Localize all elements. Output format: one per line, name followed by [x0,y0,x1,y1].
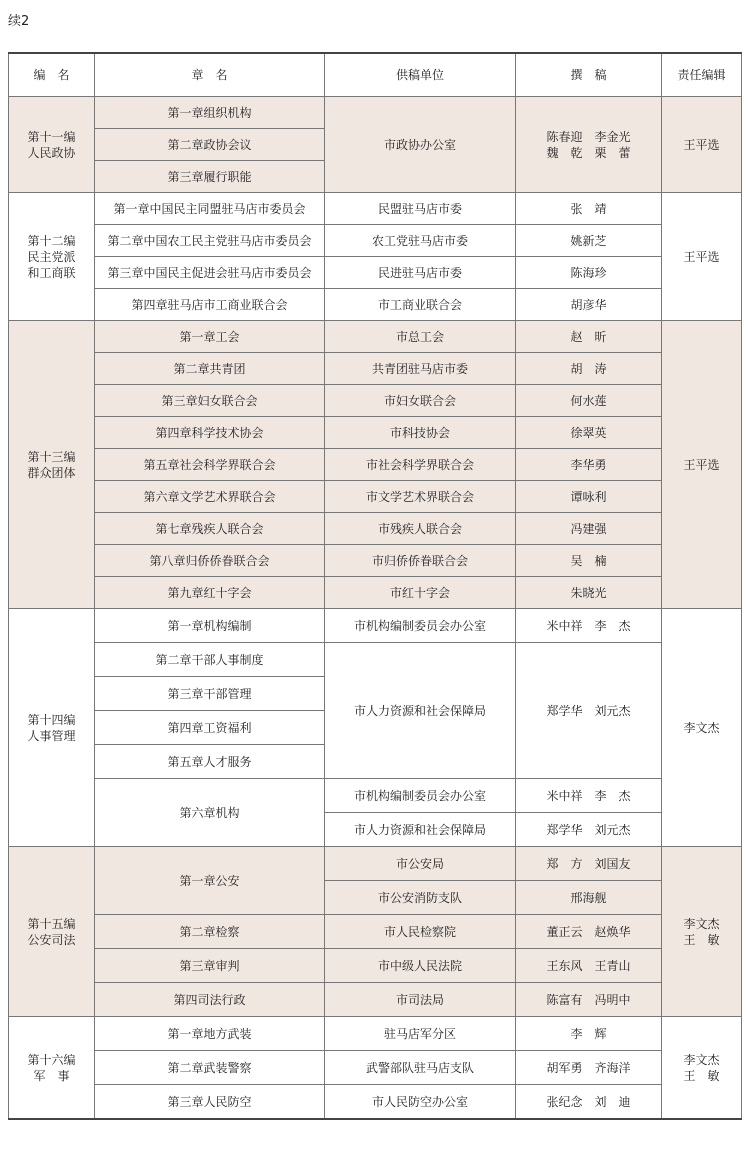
writer-cell: 郑学华 刘元杰 [516,643,662,779]
header-row [9,53,742,97]
chapter-cell: 第一章地方武装 [95,1017,325,1051]
writer-cell: 郑学华 刘元杰 [516,813,662,847]
writer-cell: 徐翠英 [516,417,662,449]
unit-cell: 市科技协会 [325,417,516,449]
chapter-cell: 第三章履行职能 [95,161,325,193]
chapter-cell: 第二章武装警察 [95,1051,325,1085]
chapter-cell: 第三章中国民主促进会驻马店市委员会 [95,257,325,289]
editor-cell: 王平选 [662,321,742,609]
chapter-cell: 第一章公安 [95,847,325,915]
unit-cell: 市司法局 [325,983,516,1017]
unit-cell: 市文学艺术界联合会 [325,481,516,513]
unit-cell: 市总工会 [325,321,516,353]
writer-cell: 陈海珍 [516,257,662,289]
chapter-cell: 第二章政协会议 [95,129,325,161]
writer-cell: 陈富有 冯明中 [516,983,662,1017]
unit-cell: 市机构编制委员会办公室 [325,779,516,813]
chapter-cell: 第二章检察 [95,915,325,949]
chapter-cell: 第一章组织机构 [95,97,325,129]
writer-cell: 郑 方 刘国友 [516,847,662,881]
unit-cell: 武警部队驻马店支队 [325,1051,516,1085]
header-editor: 责任编辑 [662,53,742,97]
writer-cell: 吴 楠 [516,545,662,577]
table-row [9,983,742,1017]
table-row [9,779,742,813]
writer-cell: 赵 昕 [516,321,662,353]
writer-cell: 李 辉 [516,1017,662,1051]
writer-cell: 张 靖 [516,193,662,225]
unit-cell: 市公安消防支队 [325,881,516,915]
section-name: 第十三编 群众团体 [9,321,95,609]
table-caption: 续2 [8,14,30,29]
table-row [9,1085,742,1120]
chapter-cell: 第四章驻马店市工商业联合会 [95,289,325,321]
chapter-cell: 第八章归侨侨眷联合会 [95,545,325,577]
unit-cell: 农工党驻马店市委 [325,225,516,257]
chapter-cell: 第五章人才服务 [95,745,325,779]
unit-cell: 民盟驻马店市委 [325,193,516,225]
table-row [9,193,742,225]
editor-cell: 王平选 [662,97,742,193]
writer-cell: 李华勇 [516,449,662,481]
chapter-cell: 第二章中国农工民主党驻马店市委员会 [95,225,325,257]
editor-cell: 李文杰 [662,609,742,847]
writer-cell: 张纪念 刘 迪 [516,1085,662,1120]
writer-cell: 董正云 赵焕华 [516,915,662,949]
chapter-cell: 第四章工资福利 [95,711,325,745]
unit-cell: 市妇女联合会 [325,385,516,417]
unit-cell: 民进驻马店市委 [325,257,516,289]
writer-cell: 胡彦华 [516,289,662,321]
writer-cell: 王东风 王青山 [516,949,662,983]
section-name: 第十二编 民主党派 和工商联 [9,193,95,321]
chapter-cell: 第七章残疾人联合会 [95,513,325,545]
chapter-cell: 第二章干部人事制度 [95,643,325,677]
unit-cell: 市人力资源和社会保障局 [325,813,516,847]
writer-cell: 邢海舰 [516,881,662,915]
section-name: 第十五编 公安司法 [9,847,95,1017]
unit-cell: 共青团驻马店市委 [325,353,516,385]
header-writer: 撰 稿 [516,53,662,97]
table-row [9,513,742,545]
header-section: 编 名 [9,53,95,97]
writer-cell: 冯建强 [516,513,662,545]
table-row [9,321,742,353]
unit-cell: 市人力资源和社会保障局 [325,643,516,779]
chapter-cell: 第四章科学技术协会 [95,417,325,449]
writer-cell: 何水莲 [516,385,662,417]
unit-cell: 市红十字会 [325,577,516,609]
table-row [9,385,742,417]
table-row [9,449,742,481]
editor-cell: 王平选 [662,193,742,321]
table-row [9,915,742,949]
chapter-cell: 第三章审判 [95,949,325,983]
writer-cell: 谭咏利 [516,481,662,513]
table-row [9,545,742,577]
chapter-cell: 第五章社会科学界联合会 [95,449,325,481]
table-row [9,257,742,289]
table-row [9,1017,742,1051]
table-row [9,847,742,881]
table-row [9,417,742,449]
unit-cell: 市工商业联合会 [325,289,516,321]
table-row [9,609,742,643]
chapter-cell: 第六章文学艺术界联合会 [95,481,325,513]
unit-cell: 市残疾人联合会 [325,513,516,545]
table-row [9,481,742,513]
editor-cell: 李文杰 王 敏 [662,847,742,1017]
table-row [9,577,742,609]
unit-cell: 市人民防空办公室 [325,1085,516,1120]
section-name: 第十六编 军 事 [9,1017,95,1120]
chapter-cell: 第六章机构 [95,779,325,847]
writer-cell: 胡军勇 齐海洋 [516,1051,662,1085]
chapter-cell: 第三章干部管理 [95,677,325,711]
table-row [9,949,742,983]
writer-cell: 米中祥 李 杰 [516,779,662,813]
writer-cell: 陈春迎 李金光 魏 乾 栗 蕾 [516,97,662,193]
chapter-cell: 第一章工会 [95,321,325,353]
table-row [9,97,742,129]
writer-cell: 米中祥 李 杰 [516,609,662,643]
writer-cell: 朱晓光 [516,577,662,609]
editor-cell: 李文杰 王 敏 [662,1017,742,1120]
table-row [9,643,742,677]
writer-cell: 胡 涛 [516,353,662,385]
section-name: 第十一编 人民政协 [9,97,95,193]
unit-cell: 市人民检察院 [325,915,516,949]
chapter-cell: 第三章妇女联合会 [95,385,325,417]
header-unit: 供稿单位 [325,53,516,97]
chapter-cell: 第二章共青团 [95,353,325,385]
unit-cell: 市政协办公室 [325,97,516,193]
table-row [9,289,742,321]
unit-cell: 市归侨侨眷联合会 [325,545,516,577]
unit-cell: 市机构编制委员会办公室 [325,609,516,643]
table-row [9,353,742,385]
table-row [9,1051,742,1085]
chapter-cell: 第九章红十字会 [95,577,325,609]
editorial-table [8,52,742,1120]
unit-cell: 驻马店军分区 [325,1017,516,1051]
unit-cell: 市社会科学界联合会 [325,449,516,481]
unit-cell: 市公安局 [325,847,516,881]
chapter-cell: 第四司法行政 [95,983,325,1017]
chapter-cell: 第一章中国民主同盟驻马店市委员会 [95,193,325,225]
writer-cell: 姚新芝 [516,225,662,257]
chapter-cell: 第一章机构编制 [95,609,325,643]
table-row [9,225,742,257]
header-chapter: 章 名 [95,53,325,97]
chapter-cell: 第三章人民防空 [95,1085,325,1120]
section-name: 第十四编 人事管理 [9,609,95,847]
unit-cell: 市中级人民法院 [325,949,516,983]
